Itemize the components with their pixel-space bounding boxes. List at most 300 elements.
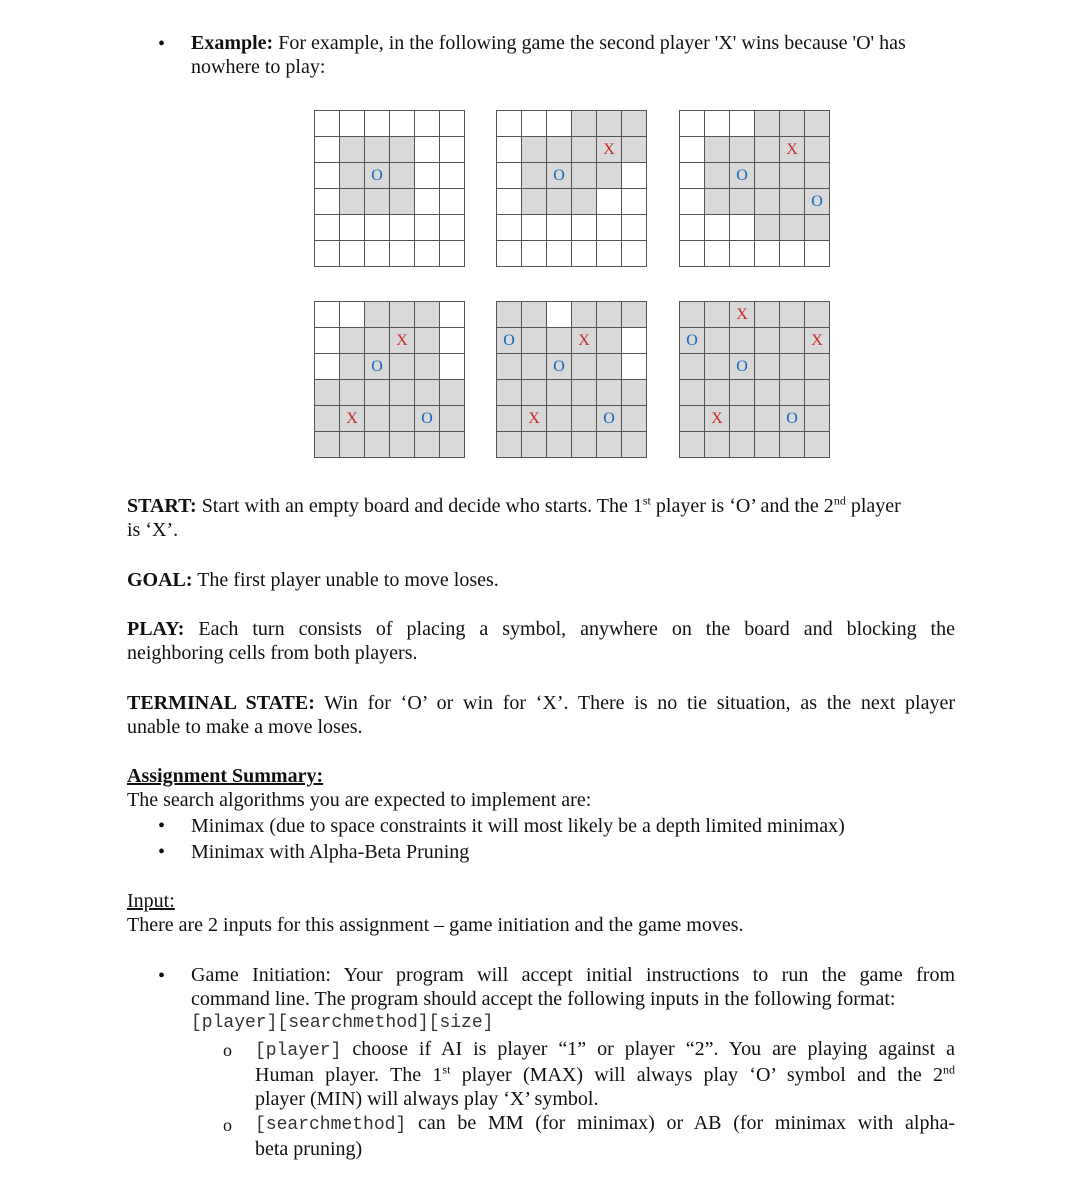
goal-paragraph [127,568,955,592]
blocked-cell [780,328,805,354]
x-cell: X [730,302,755,328]
blocked-cell [572,111,597,137]
board-row [680,215,830,241]
board-row [315,215,465,241]
empty-cell [522,111,547,137]
x-cell: X [805,328,830,354]
blocked-cell [390,406,415,432]
empty-cell [497,163,522,189]
blocked-cell [805,406,830,432]
blocked-cell [805,432,830,458]
board-row [680,406,830,432]
blocked-cell [365,380,390,406]
blocked-cell [390,163,415,189]
blocked-cell [755,189,780,215]
o-cell: O [730,354,755,380]
empty-cell [547,215,572,241]
empty-cell [315,354,340,380]
blocked-cell [680,406,705,432]
method-code: [searchmethod] [255,1115,407,1135]
empty-cell [440,163,465,189]
blocked-cell [597,111,622,137]
empty-cell [365,111,390,137]
board-row [315,189,465,215]
method-option [255,1111,955,1161]
summary-intro: The search algorithms you are expected to implement are: [127,789,592,811]
o-cell: O [497,328,522,354]
blocked-cell [680,432,705,458]
blocked-cell [390,137,415,163]
blocked-cell [572,354,597,380]
empty-cell [315,163,340,189]
blocked-cell [805,137,830,163]
empty-cell [622,215,647,241]
play-line2: neighboring cells from both players. [127,642,418,664]
empty-cell [390,241,415,267]
terminal-line2: unable to make a move loses. [127,716,363,738]
player-option [255,1037,955,1111]
board-row [680,302,830,328]
o-cell: O [805,189,830,215]
empty-cell [572,241,597,267]
blocked-cell [705,189,730,215]
empty-cell [497,111,522,137]
blocked-cell [597,328,622,354]
blocked-cell [415,328,440,354]
board-row [497,406,647,432]
blocked-cell [755,406,780,432]
sub-bullet-marker: o [223,1040,232,1060]
blocked-cell [340,328,365,354]
board-row [497,215,647,241]
empty-cell [572,215,597,241]
blocked-cell [390,302,415,328]
blocked-cell [730,380,755,406]
input-text: There are 2 inputs for this assignment – game initiation and the game moves. [127,914,744,936]
blocked-cell [597,380,622,406]
blocked-cell [547,137,572,163]
game-board [679,110,830,267]
empty-cell [440,111,465,137]
empty-cell [622,163,647,189]
blocked-cell [780,111,805,137]
sub-bullet-marker: o [223,1115,232,1135]
empty-cell [755,241,780,267]
blocked-cell [755,215,780,241]
empty-cell [415,241,440,267]
blocked-cell [497,354,522,380]
player-sup1: st [442,1062,451,1077]
empty-cell [340,241,365,267]
blocked-cell [390,354,415,380]
empty-cell [547,302,572,328]
blocked-cell [497,380,522,406]
empty-cell [340,215,365,241]
goal-text: The first player unable to move loses. [197,569,499,591]
blocked-cell [522,189,547,215]
blocked-cell [805,215,830,241]
empty-cell [780,241,805,267]
blocked-cell [365,302,390,328]
initiation-line1: Game Initiation: Your program will accept initial instructions to run the game from [191,964,955,986]
play-label: PLAY: [127,618,185,640]
empty-cell [415,189,440,215]
empty-cell [415,215,440,241]
o-cell: O [547,163,572,189]
x-cell: X [390,328,415,354]
game-board [679,301,830,458]
blocked-cell [440,380,465,406]
game-board [496,110,647,267]
blocked-cell [340,354,365,380]
blocked-cell [522,137,547,163]
blocked-cell [497,432,522,458]
summary-heading: Assignment Summary: [127,765,324,787]
board-row [497,302,647,328]
blocked-cell [705,432,730,458]
blocked-cell [522,354,547,380]
o-cell: O [680,328,705,354]
blocked-cell [680,354,705,380]
empty-cell [597,215,622,241]
blocked-cell [622,111,647,137]
goal-label: GOAL: [127,569,193,591]
blocked-cell [705,380,730,406]
empty-cell [315,328,340,354]
terminal-line1: Win for ‘O’ or win for ‘X’. There is no tie situation, as the next player [324,692,955,714]
blocked-cell [547,380,572,406]
start-text-b: player is ‘O’ and the 2 [650,495,834,517]
x-cell: X [780,137,805,163]
empty-cell [680,215,705,241]
blocked-cell [705,328,730,354]
board-row [315,328,465,354]
o-cell: O [780,406,805,432]
blocked-cell [315,380,340,406]
blocked-cell [390,380,415,406]
blocked-cell [572,163,597,189]
blocked-cell [415,432,440,458]
example-label: Example: [191,32,274,54]
start-text-a: Start with an empty board and decide who starts. The 1 [201,495,643,517]
blocked-cell [572,432,597,458]
blocked-cell [340,189,365,215]
blocked-cell [365,406,390,432]
blocked-cell [572,189,597,215]
blocked-cell [497,302,522,328]
empty-cell [680,137,705,163]
empty-cell [805,241,830,267]
summary-item-minimax: Minimax (due to space constraints it will most likely be a depth limited minimax) [191,815,845,837]
blocked-cell [547,189,572,215]
blocked-cell [705,163,730,189]
empty-cell [547,241,572,267]
empty-cell [415,137,440,163]
method-line1: can be MM (for minimax) or AB (for minimax with alpha- [417,1112,955,1134]
board-row [497,189,647,215]
empty-cell [730,215,755,241]
empty-cell [705,215,730,241]
empty-cell [730,241,755,267]
blocked-cell [705,302,730,328]
blocked-cell [755,328,780,354]
empty-cell [597,241,622,267]
board-row [497,137,647,163]
blocked-cell [390,432,415,458]
blocked-cell [522,328,547,354]
method-line2: beta pruning) [255,1138,363,1160]
blocked-cell [622,432,647,458]
blocked-cell [805,302,830,328]
start-sup2: nd [833,493,846,508]
board-row [315,241,465,267]
bullet-marker: • [158,815,166,837]
start-line2: is ‘X’. [127,519,179,541]
board-row [315,111,465,137]
empty-cell [390,215,415,241]
empty-cell [315,137,340,163]
blocked-cell [340,380,365,406]
blocked-cell [780,380,805,406]
empty-cell [547,111,572,137]
empty-cell [705,111,730,137]
board-row [680,241,830,267]
blocked-cell [597,163,622,189]
empty-cell [340,302,365,328]
blocked-cell [315,432,340,458]
blocked-cell [780,354,805,380]
empty-cell [440,354,465,380]
blocked-cell [755,432,780,458]
board-row [315,406,465,432]
empty-cell [440,215,465,241]
play-paragraph [127,617,955,665]
blocked-cell [497,406,522,432]
empty-cell [440,328,465,354]
empty-cell [390,111,415,137]
blocked-cell [805,380,830,406]
blocked-cell [547,328,572,354]
board-row [497,328,647,354]
board-row [315,302,465,328]
blocked-cell [680,302,705,328]
o-cell: O [547,354,572,380]
bullet-marker: • [158,33,166,55]
o-cell: O [415,406,440,432]
blocked-cell [547,406,572,432]
summary-item-alphabeta: Minimax with Alpha-Beta Pruning [191,841,470,863]
blocked-cell [780,189,805,215]
example-text-line1: For example, in the following game the second player 'X' wins because 'O' has [278,32,906,54]
board-row [680,432,830,458]
blocked-cell [340,163,365,189]
empty-cell [315,111,340,137]
board-row [680,189,830,215]
board-row [497,241,647,267]
player-line3: player (MIN) will always play ‘X’ symbol. [255,1088,599,1110]
blocked-cell [315,406,340,432]
bullet-marker: • [158,965,166,987]
initiation-paragraph [191,963,955,1035]
board-row [497,432,647,458]
start-paragraph [127,494,955,542]
empty-cell [622,328,647,354]
blocked-cell [572,380,597,406]
game-board [314,301,465,458]
example-paragraph [191,31,961,79]
play-line1: Each turn consists of placing a symbol, anywhere on the board and blocking the [198,618,955,640]
blocked-cell [340,432,365,458]
o-cell: O [730,163,755,189]
empty-cell [680,189,705,215]
blocked-cell [755,354,780,380]
example-text-line2: nowhere to play: [191,56,326,78]
o-cell: O [365,163,390,189]
board-row [315,432,465,458]
empty-cell [497,137,522,163]
empty-cell [315,215,340,241]
empty-cell [730,111,755,137]
blocked-cell [547,432,572,458]
blocked-cell [597,302,622,328]
x-cell: X [597,137,622,163]
blocked-cell [755,302,780,328]
empty-cell [497,189,522,215]
empty-cell [365,241,390,267]
empty-cell [705,241,730,267]
blocked-cell [572,137,597,163]
blocked-cell [415,302,440,328]
empty-cell [315,302,340,328]
blocked-cell [705,354,730,380]
input-heading: Input: [127,890,175,912]
x-cell: X [572,328,597,354]
board-row [680,137,830,163]
empty-cell [680,241,705,267]
blocked-cell [780,432,805,458]
blocked-cell [622,406,647,432]
blocked-cell [780,302,805,328]
player-line2a: Human player. The 1 [255,1064,443,1086]
empty-cell [622,241,647,267]
blocked-cell [440,406,465,432]
empty-cell [415,111,440,137]
o-cell: O [365,354,390,380]
board-row [315,163,465,189]
empty-cell [440,241,465,267]
blocked-cell [730,432,755,458]
blocked-cell [730,328,755,354]
board-row [315,137,465,163]
blocked-cell [730,137,755,163]
blocked-cell [755,137,780,163]
summary-section [127,764,955,812]
blocked-cell [340,137,365,163]
board-row [497,163,647,189]
blocked-cell [730,189,755,215]
empty-cell [522,241,547,267]
blocked-cell [572,302,597,328]
terminal-paragraph [127,691,955,739]
blocked-cell [597,432,622,458]
blocked-cell [755,380,780,406]
game-board [496,301,647,458]
empty-cell [497,215,522,241]
bullet-marker: • [158,841,166,863]
blocked-cell [780,215,805,241]
initiation-format: [player][searchmethod][size] [191,1013,494,1033]
player-line2b: player (MAX) will always play ‘O’ symbol and the 2 [450,1064,944,1086]
board-row [497,380,647,406]
board-row [315,354,465,380]
x-cell: X [705,406,730,432]
blocked-cell [522,380,547,406]
blocked-cell [622,380,647,406]
board-row [497,111,647,137]
player-code: [player] [255,1041,342,1061]
player-sup2: nd [943,1062,956,1077]
blocked-cell [365,328,390,354]
blocked-cell [755,163,780,189]
game-board [314,110,465,267]
blocked-cell [680,380,705,406]
empty-cell [522,215,547,241]
blocked-cell [622,137,647,163]
blocked-cell [805,163,830,189]
x-cell: X [340,406,365,432]
blocked-cell [805,354,830,380]
blocked-cell [755,111,780,137]
blocked-cell [705,137,730,163]
empty-cell [315,189,340,215]
player-line1: choose if AI is player “1” or player “2”. You are playing against a [352,1038,955,1060]
empty-cell [415,163,440,189]
empty-cell [622,189,647,215]
blocked-cell [730,406,755,432]
blocked-cell [365,137,390,163]
empty-cell [340,111,365,137]
blocked-cell [522,302,547,328]
initiation-line2: command line. The program should accept the following inputs in the following format: [191,988,896,1010]
o-cell: O [597,406,622,432]
start-label: START: [127,495,197,517]
blocked-cell [440,432,465,458]
blocked-cell [390,189,415,215]
empty-cell [680,111,705,137]
blocked-cell [572,406,597,432]
board-row [680,354,830,380]
board-row [315,380,465,406]
blocked-cell [415,354,440,380]
empty-cell [497,241,522,267]
blocked-cell [805,111,830,137]
empty-cell [440,189,465,215]
board-row [680,111,830,137]
empty-cell [597,189,622,215]
blocked-cell [365,432,390,458]
start-sup1: st [642,493,651,508]
board-row [680,380,830,406]
blocked-cell [597,354,622,380]
input-section [127,889,955,937]
board-row [497,354,647,380]
empty-cell [680,163,705,189]
blocked-cell [365,189,390,215]
blocked-cell [522,163,547,189]
board-row [680,163,830,189]
blocked-cell [415,380,440,406]
blocked-cell [622,302,647,328]
